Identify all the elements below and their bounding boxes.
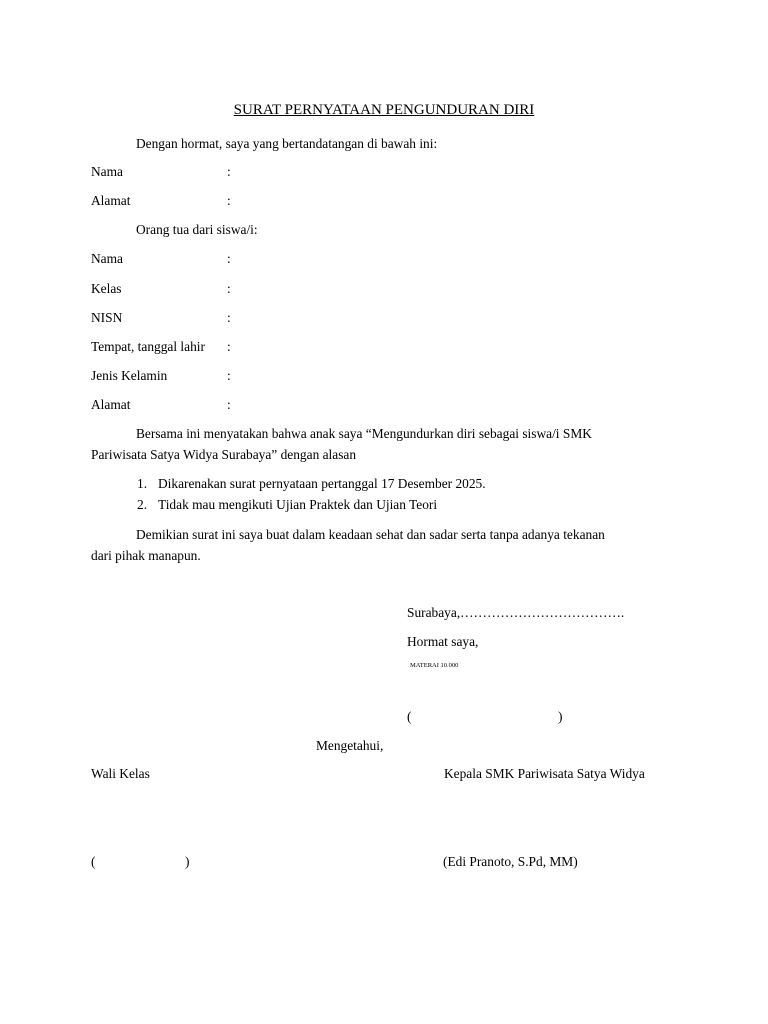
stamp-label: MATERAI 10.000 bbox=[410, 662, 459, 669]
reason-1-number: 1. bbox=[137, 476, 148, 491]
student-name-label: Nama bbox=[91, 251, 123, 266]
closing-line-2: dari pihak manapun. bbox=[91, 548, 201, 563]
statement-line-2: Pariwisata Satya Widya Surabaya” dengan alasan bbox=[91, 447, 357, 462]
reason-1-text: Dikarenakan surat pernyataan pertanggal 17 Desember 2025. bbox=[158, 476, 486, 491]
regards-text: Hormat saya, bbox=[407, 634, 479, 649]
reason-2-text: Tidak mau mengikuti Ujian Praktek dan Ujian Teori bbox=[158, 497, 438, 512]
homeroom-teacher-title: Wali Kelas bbox=[91, 766, 150, 781]
principal-name: (Edi Pranoto, S.Pd, MM) bbox=[443, 854, 578, 869]
student-intro-text: Orang tua dari siswa/i: bbox=[136, 222, 258, 237]
parent-name-colon: : bbox=[227, 164, 231, 179]
student-nisn-colon: : bbox=[227, 310, 231, 325]
parent-address-label: Alamat bbox=[91, 193, 131, 208]
intro-text: Dengan hormat, saya yang bertandatangan di bawah ini: bbox=[136, 136, 438, 151]
place-date: Surabaya,………………………………. bbox=[407, 605, 625, 620]
student-address-label: Alamat bbox=[91, 397, 131, 412]
student-birth-label: Tempat, tanggal lahir bbox=[91, 339, 205, 354]
student-gender-label: Jenis Kelamin bbox=[91, 368, 168, 383]
student-class-label: Kelas bbox=[91, 281, 122, 296]
student-birth-colon: : bbox=[227, 339, 231, 354]
homeroom-sign-close-paren: ) bbox=[185, 854, 190, 869]
student-name-colon: : bbox=[227, 251, 231, 266]
student-nisn-label: NISN bbox=[91, 310, 123, 325]
principal-title: Kepala SMK Pariwisata Satya Widya bbox=[444, 766, 645, 781]
homeroom-sign-open-paren: ( bbox=[91, 854, 96, 869]
student-class-colon: : bbox=[227, 281, 231, 296]
closing-line-1: Demikian surat ini saya buat dalam keadaan sehat dan sadar serta tanpa adanya tekanan bbox=[136, 527, 605, 542]
student-address-colon: : bbox=[227, 397, 231, 412]
acknowledged-text: Mengetahui, bbox=[316, 738, 384, 753]
signature-open-paren: ( bbox=[407, 709, 412, 724]
parent-address-colon: : bbox=[227, 193, 231, 208]
signature-close-paren: ) bbox=[558, 709, 563, 724]
statement-line-1: Bersama ini menyatakan bahwa anak saya “Mengundurkan diri sebagai siswa/i SMK bbox=[136, 426, 592, 441]
document-title: SURAT PERNYATAAN PENGUNDURAN DIRI bbox=[233, 102, 535, 118]
parent-name-label: Nama bbox=[91, 164, 123, 179]
student-gender-colon: : bbox=[227, 368, 231, 383]
reason-2-number: 2. bbox=[137, 497, 148, 512]
